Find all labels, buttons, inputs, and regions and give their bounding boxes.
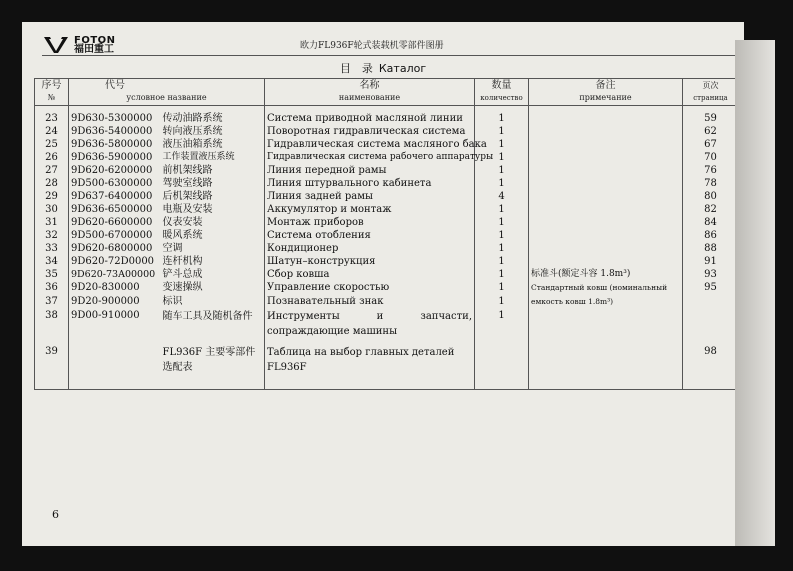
document-page	[22, 22, 744, 546]
page-number: 6	[52, 508, 59, 521]
table-row: 30 9D636-6500000 电瓶及安装 Аккумулятор и монтаж 1 82	[35, 203, 739, 216]
table-header-row	[35, 79, 739, 106]
catalog-title-ru: Каталог	[378, 62, 427, 75]
table-row: 33 9D620-6800000 空调 Кондиционер 1 88	[35, 242, 739, 255]
table-row: 36 9D20-830000 变速操纵 Управление скоростью 1 Стандартный ковш (номинальный 95	[35, 281, 739, 295]
page-edge-shadow	[735, 40, 775, 546]
table-row: 38 9D00-910000 随车工具及随机备件 Инструменты и запчасти, сопраждающие машины 1	[35, 309, 739, 339]
col-no-header: 序号 №	[35, 79, 69, 106]
brand-cn: 福田重工	[74, 44, 114, 55]
document-header-title: 欧力FL936F轮式装载机零部件图册	[300, 41, 444, 51]
table-row: 28 9D500-6300000 驾驶室线路 Линия штурвального кабинета 1 78	[35, 177, 739, 190]
brand-en: FOTON	[74, 35, 116, 46]
col-note-header: 备注 примечание	[529, 79, 683, 106]
table-row: 25 9D636-5800000 液压油箱系统 Гидравлическая система масляного бака 1 67	[35, 138, 739, 151]
table-row: 37 9D20-900000 标识 Познавательный знак 1 емкость ковш 1.8m³)	[35, 295, 739, 309]
col-name-header: 名称 наименование	[265, 79, 475, 106]
table-row: 39 FL936F 主要零部件选配表 Таблица на выбор главных деталей FL936F 98	[35, 339, 739, 390]
header-divider	[42, 55, 742, 56]
catalog-title-cn: 目 录	[339, 62, 373, 75]
table-row: 27 9D620-6200000 前机架线路 Линия передной рамы 1 76	[35, 164, 739, 177]
table-row: 35 9D620-73A00000 铲斗总成 Сбор ковша 1 标准斗(额定斗容 1.8m³) 93	[35, 268, 739, 281]
col-qty-header: 数量 количество	[475, 79, 529, 106]
table-row: 29 9D637-6400000 后机架线路 Линия задней рамы 4 80	[35, 190, 739, 203]
table-row: 24 9D636-5400000 转向液压系统 Поворотная гидравлическая система 1 62	[35, 125, 739, 138]
table-row: 26 9D636-5900000 工作装置液压系统 Гидравлическая система рабочего аппаратуры 1 70	[35, 151, 739, 164]
table-row: 34 9D620-72D0000 连杆机构 Шатун–конструкция 1 91	[35, 255, 739, 268]
table-row: 23 9D630-5300000 传动油路系统 Система приводной масляной линии 1 59	[35, 112, 739, 125]
table-row: 32 9D500-6700000 暖风系统 Система отобления 1 86	[35, 229, 739, 242]
table-row: 31 9D620-6600000 仪表安装 Монтаж приборов 1 84	[35, 216, 739, 229]
col-page-header: 页次 страница	[683, 79, 739, 106]
col-code-header: 代号 условное название	[69, 79, 265, 106]
catalog-table	[34, 78, 739, 390]
foton-logo-icon	[44, 37, 68, 53]
catalog-title	[22, 60, 744, 76]
foton-logo	[44, 34, 116, 56]
